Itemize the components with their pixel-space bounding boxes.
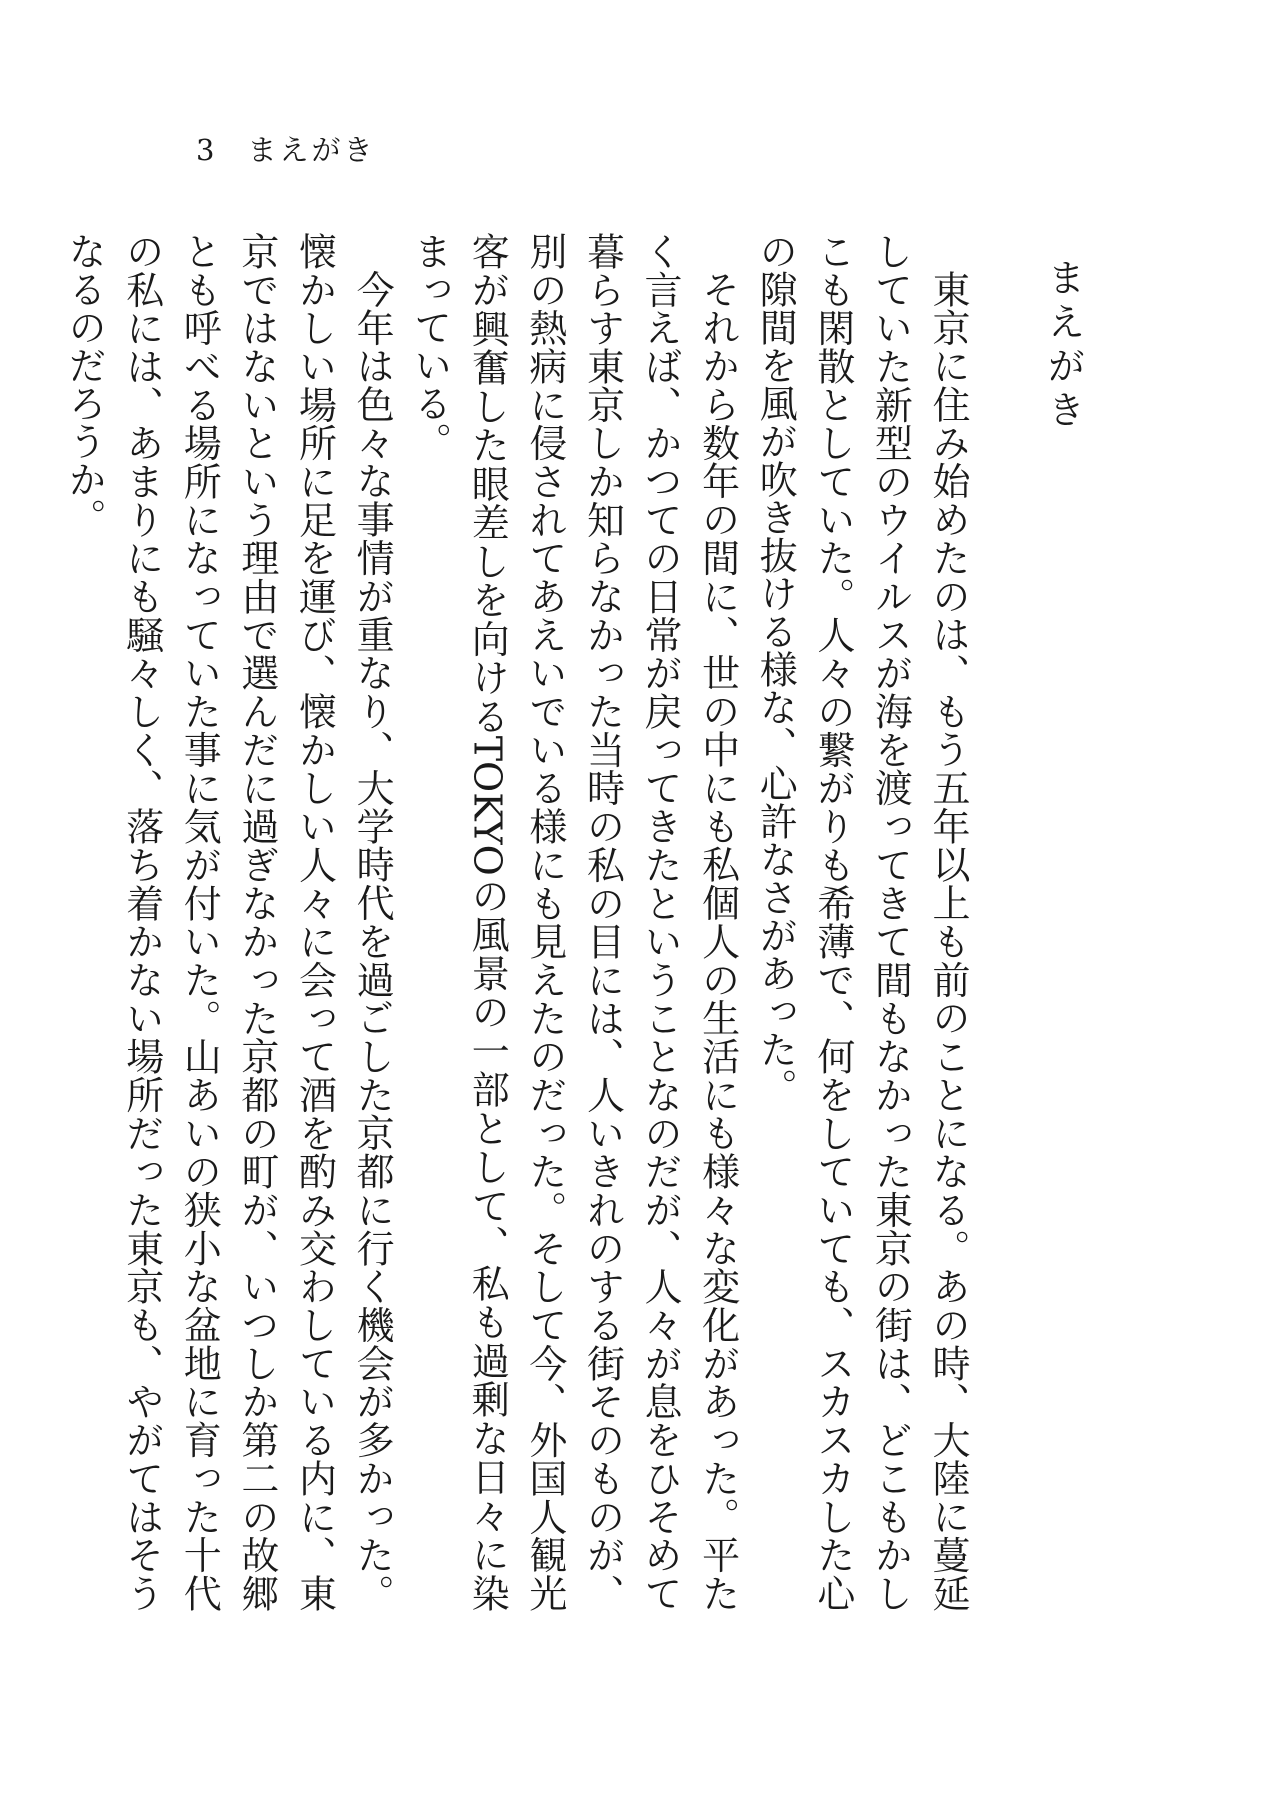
running-header-title: まえがき xyxy=(247,133,376,167)
paragraph-3: 今年は色々な事情が重なり、大学時代を過ごした京都に行く機会が多かった。懐かしい場所に足を運び、懐かしい人々に会って酒を酌み交わしている内に、東京ではないという理由で選んだに過ぎなかった京都の町が、いつしか第二の故郷とも呼べる場所になっていた事に気が付いた。山あいの狭小な盆地に育った十代の私には、あまりにも騒々しく、落ち着かない場所だった東京も、やがてはそうなるのだろうか。 xyxy=(62,232,395,1613)
running-header xyxy=(196,128,375,169)
paragraph-2: それから数年の間に、世の中にも私個人の生活にも様々な変化があった。平たく言えば、かつての日常が戻ってきたということなのだが、人々が息をひそめて暮らす東京しか知らなかった当時の私の目には、人いきれのする街そのものが、別の熱病に侵されてあえいでいる様にも見えたのだった。そして今、外国人観光客が興奮した眼差しを向けるTOKYOの風景の一部として、私も過剰な日々に染まっている。 xyxy=(407,232,740,1613)
page-number: 3 xyxy=(196,133,218,167)
chapter-title: まえがき xyxy=(1041,258,1085,434)
paragraph-1: 東京に住み始めたのは、もう五年以上も前のことになる。あの時、大陸に蔓延していた新型のウイルスが海を渡ってきて間もなかった東京の街は、どこもかしこも閑散としていた。人々の繋がりも希薄で、何をしていても、スカスカした心の隙間を風が吹き抜ける様な、心許なさがあった。 xyxy=(753,232,970,1612)
body-text xyxy=(55,232,977,1612)
